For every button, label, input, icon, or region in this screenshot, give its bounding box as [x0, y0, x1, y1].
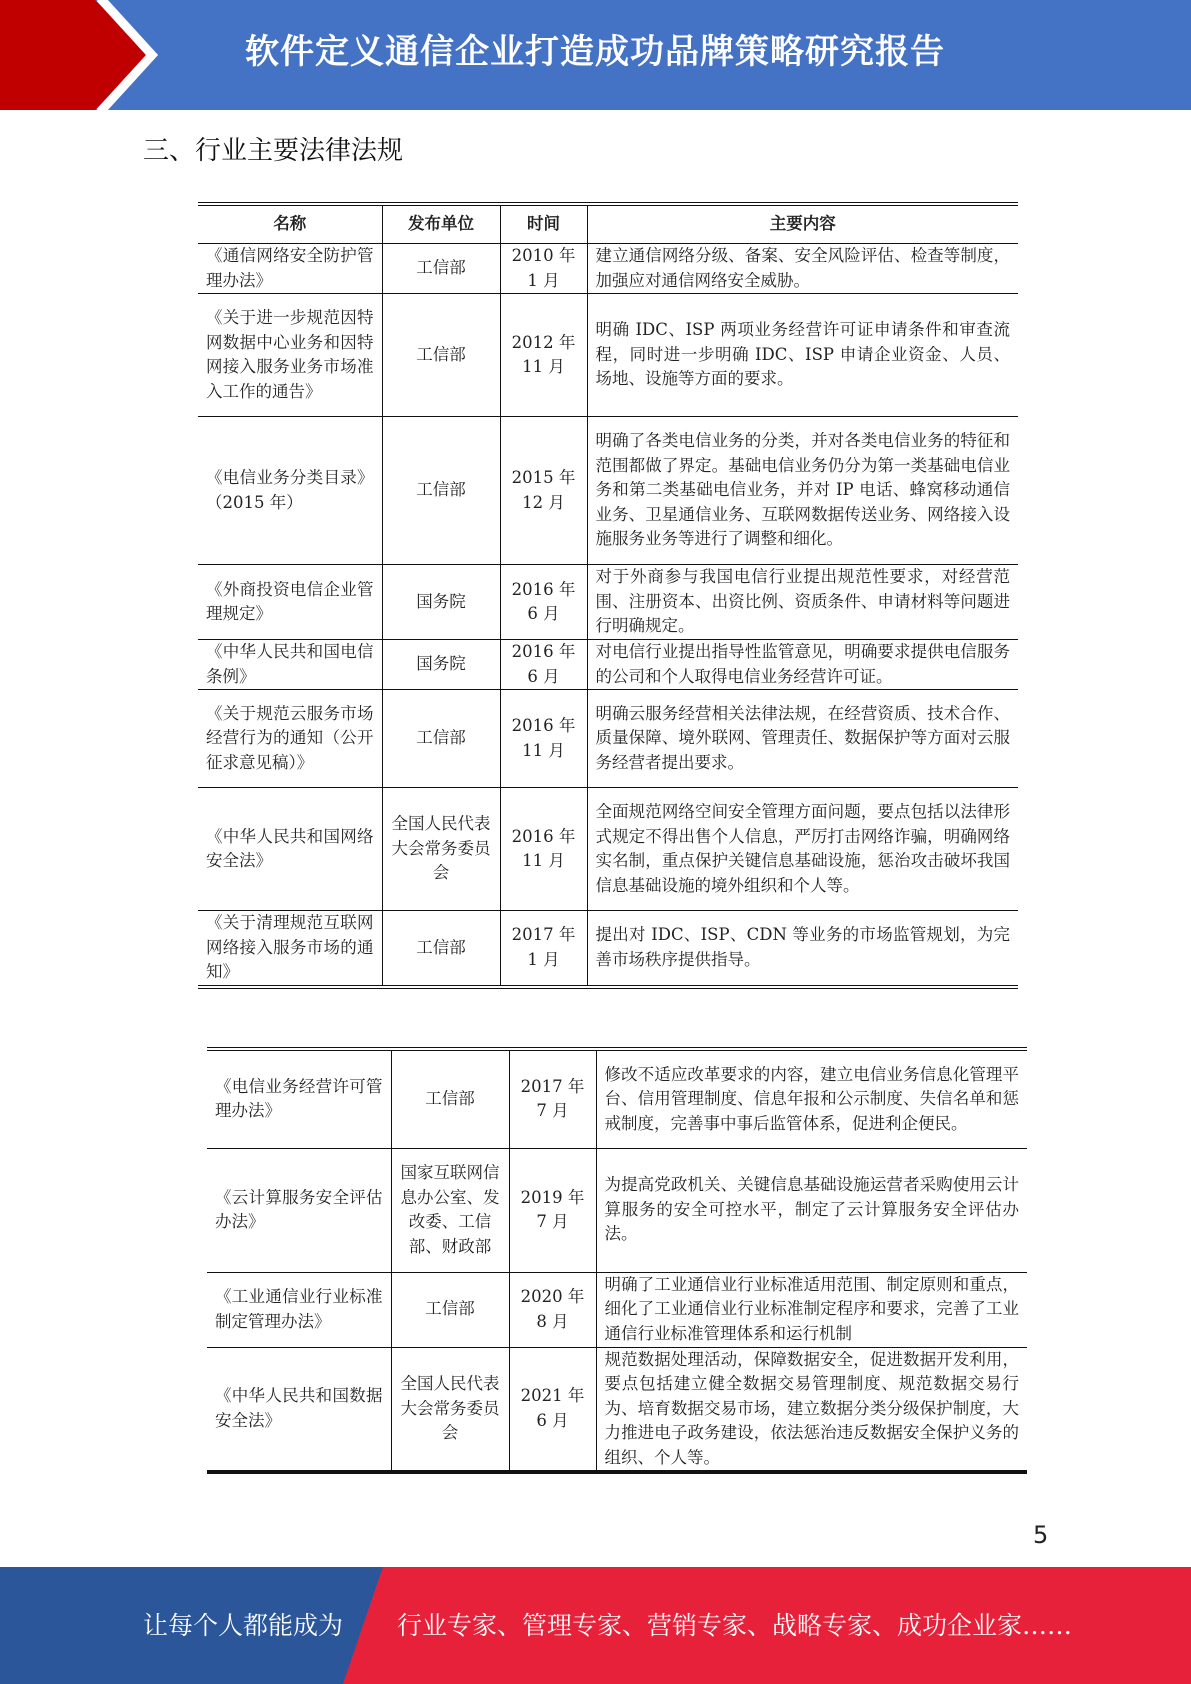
publish-year: 2016 年: [511, 579, 576, 599]
publish-date: [509, 1049, 596, 1148]
law-summary: 规范数据处理活动，保障数据安全，促进数据开发利用，要点包括建立健全数据交易管理制度、规范数据交易行为、培育数据交易市场，建立数据分类分级保护制度，大力推进电子政务建设，依法惩治违反数据安全保护义务的组织、个人等。: [596, 1347, 1027, 1472]
publisher: 工信部: [391, 1272, 509, 1347]
header-name: 名称: [198, 204, 382, 244]
publish-date: [500, 417, 587, 565]
law-summary: 明确了工业通信业行业标准适用范围、制定原则和重点，细化了工业通信业行业标准制定程序和要求，完善了工业通信行业标准管理体系和运行机制: [596, 1272, 1027, 1347]
table-row: [198, 417, 1018, 565]
publish-date: [500, 294, 587, 417]
publisher: 工信部: [382, 294, 500, 417]
publish-year: 2016 年: [511, 716, 576, 735]
publish-date: [500, 244, 587, 294]
law-name: 《云计算服务安全评估办法》: [207, 1148, 391, 1272]
publish-month: 6 月: [527, 666, 560, 686]
table-row: [207, 1148, 1027, 1272]
publish-year: 2021 年: [520, 1386, 585, 1406]
table-header-row: [198, 204, 1018, 244]
publish-year: 2015 年: [511, 468, 576, 487]
law-name: 《外商投资电信企业管理规定》: [198, 565, 382, 640]
publish-month: 6 月: [527, 604, 560, 623]
publish-date: [509, 1272, 596, 1347]
publisher: 国家互联网信息办公室、发改委、工信部、财政部: [391, 1148, 509, 1272]
table-row: [207, 1347, 1027, 1472]
table-row: [198, 911, 1018, 987]
law-name: 《关于规范云服务市场经营行为的通知（公开征求意见稿）》: [198, 690, 382, 788]
publish-month: 6 月: [536, 1410, 569, 1430]
publisher: 工信部: [382, 244, 500, 294]
publish-date: [500, 690, 587, 788]
page-number: 5: [1033, 1521, 1049, 1549]
law-name: 《中华人民共和国数据安全法》: [207, 1347, 391, 1472]
publish-month: 11 月: [522, 740, 565, 760]
publish-date: [500, 640, 587, 690]
table-row: [198, 565, 1018, 640]
header-time: 时间: [500, 204, 587, 244]
publish-date: [500, 911, 587, 987]
publish-year: 2016 年: [511, 642, 576, 661]
publish-month: 7 月: [536, 1101, 569, 1121]
law-name: 《工业通信业行业标准制定管理办法》: [207, 1272, 391, 1347]
table-row: [198, 690, 1018, 788]
publish-month: 11 月: [522, 851, 565, 870]
publisher: 国务院: [382, 565, 500, 640]
publish-date: [509, 1148, 596, 1272]
publish-month: 8 月: [536, 1311, 569, 1331]
law-summary: 对于外商参与我国电信行业提出规范性要求，对经营范围、注册资本、出资比例、资质条件、申请材料等问题进行明确规定。: [587, 565, 1018, 640]
publisher: 全国人民代表大会常务委员会: [382, 788, 500, 911]
law-summary: 建立通信网络分级、备案、安全风险评估、检查等制度，加强应对通信网络安全威胁。: [587, 244, 1018, 294]
publish-month: 7 月: [536, 1212, 569, 1231]
publisher: 工信部: [382, 911, 500, 987]
publish-year: 2012 年: [511, 332, 576, 352]
publish-date: [509, 1347, 596, 1472]
publisher: 工信部: [382, 417, 500, 565]
publish-date: [500, 565, 587, 640]
law-name: 《中华人民共和国网络安全法》: [198, 788, 382, 911]
table-row: [198, 294, 1018, 417]
law-name: 《通信网络安全防护管理办法》: [198, 244, 382, 294]
law-summary: 明确了各类电信业务的分类，并对各类电信业务的特征和范围都做了界定。基础电信业务仍分为第一类基础电信业务和第二类基础电信业务，并对 IP 电话、蜂窝移动通信业务、卫星通信业务、互联网数据传送业务、网络接入设施服务业务等进行了调整和细化。: [587, 417, 1018, 565]
page-header: [0, 0, 1191, 110]
publish-year: 2010 年: [511, 246, 576, 265]
publisher: 全国人民代表大会常务委员会: [391, 1347, 509, 1472]
law-summary: 修改不适应改革要求的内容，建立电信业务信息化管理平台、信用管理制度、信息年报和公示制度、失信名单和惩戒制度，完善事中事后监管体系，促进利企便民。: [596, 1049, 1027, 1148]
regulations-table-2: [207, 1047, 1027, 1474]
law-summary: 明确 IDC、ISP 两项业务经营许可证申请条件和审查流程，同时进一步明确 IDC、ISP 申请企业资金、人员、场地、设施等方面的要求。: [587, 294, 1018, 417]
publish-date: [500, 788, 587, 911]
table-row: [207, 1272, 1027, 1347]
publish-month: 12 月: [522, 492, 565, 512]
publisher: 工信部: [391, 1049, 509, 1148]
table-row: [198, 640, 1018, 690]
publish-year: 2019 年: [520, 1187, 585, 1207]
publish-year: 2017 年: [520, 1076, 585, 1096]
publish-month: 1 月: [527, 270, 560, 290]
law-summary: 全面规范网络空间安全管理方面问题，要点包括以法律形式规定不得出售个人信息，严厉打击网络诈骗，明确网络实名制，重点保护关键信息基础设施，惩治攻击破坏我国信息基础设施的境外组织和个人等。: [587, 788, 1018, 911]
publish-month: 1 月: [527, 949, 560, 969]
law-name: 《关于清理规范互联网网络接入服务市场的通知》: [198, 911, 382, 987]
law-name: 《电信业务经营许可管理办法》: [207, 1049, 391, 1148]
table-row: [198, 244, 1018, 294]
publisher: 工信部: [382, 690, 500, 788]
section-title: 三、行业主要法律法规: [143, 136, 404, 166]
law-summary: 明确云服务经营相关法律法规，在经营资质、技术合作、质量保障、境外联网、管理责任、数据保护等方面对云服务经营者提出要求。: [587, 690, 1018, 788]
law-name: 《中华人民共和国电信条例》: [198, 640, 382, 690]
regulations-table-1: [198, 202, 1018, 989]
page-footer: [0, 1567, 1191, 1684]
law-name: 《关于进一步规范因特网数据中心业务和因特网接入服务业务市场准入工作的通告》: [198, 294, 382, 417]
report-title: 软件定义通信企业打造成功品牌策略研究报告: [245, 32, 945, 72]
law-name: 《电信业务分类目录》（2015 年）: [198, 417, 382, 565]
header-org: 发布单位: [382, 204, 500, 244]
publish-year: 2017 年: [511, 925, 576, 945]
publisher: 国务院: [382, 640, 500, 690]
table-row: [207, 1049, 1027, 1148]
table-row: [198, 788, 1018, 911]
footer-slogan-left: 让每个人都能成为: [143, 1611, 344, 1640]
header-content: 主要内容: [587, 204, 1018, 244]
law-summary: 为提高党政机关、关键信息基础设施运营者采购使用云计算服务的安全可控水平，制定了云计算服务安全评估办法。: [596, 1148, 1027, 1272]
law-summary: 对电信行业提出指导性监管意见，明确要求提供电信服务的公司和个人取得电信业务经营许可证。: [587, 640, 1018, 690]
law-summary: 提出对 IDC、ISP、CDN 等业务的市场监管规划，为完善市场秩序提供指导。: [587, 911, 1018, 987]
publish-year: 2016 年: [511, 826, 576, 846]
publish-month: 11 月: [522, 357, 565, 376]
footer-slogan-right: 行业专家、管理专家、营销专家、战略专家、成功企业家……: [397, 1611, 1073, 1640]
publish-year: 2020 年: [520, 1287, 585, 1306]
